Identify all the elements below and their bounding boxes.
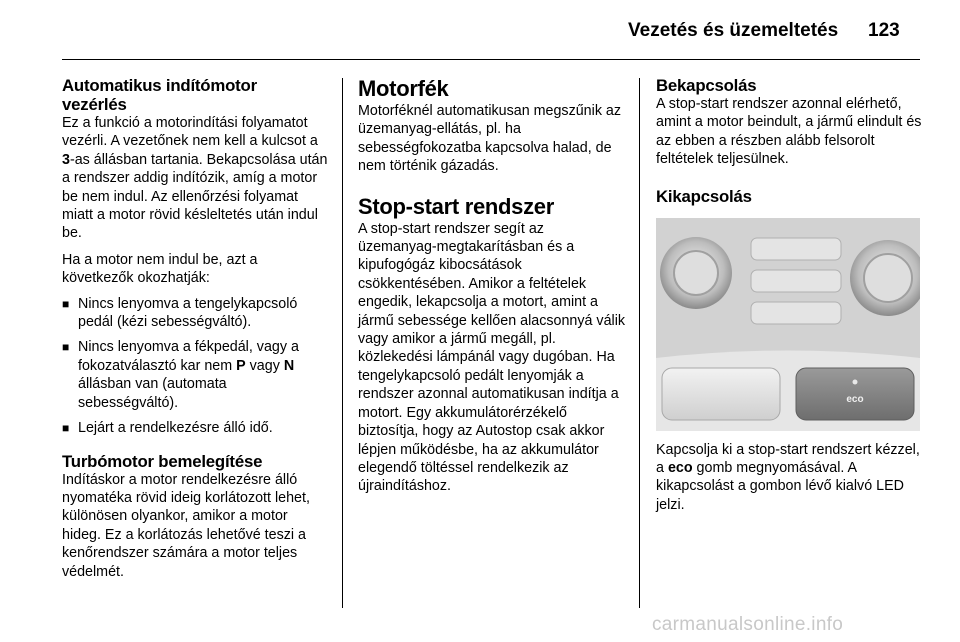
column-divider-1	[342, 78, 343, 608]
engine-brake-paragraph: Motorféknél automatikusan megszűnik az üzemanyag-ellátás, pl. ha sebességfokozatba kapcsolva halad, de nem történik gázadás.	[358, 103, 622, 175]
column-middle	[358, 76, 626, 496]
column-divider-2	[639, 78, 640, 608]
header-title: Vezetés és üzemeltetés	[628, 20, 839, 41]
column-left	[62, 76, 330, 581]
turbo-paragraph: Indításkor a motor rendelkezésre álló nyomatéka rövid ideig korlátozott lehet, különösen olyankor, amikor a motor hideg. Ez a korlátozás lehetővé teszi a kenőrendszer számára a motor teljes védelmét.	[62, 471, 310, 580]
bullet2-text-c: állásban van (automata sebességváltó).	[78, 376, 227, 411]
reasons-intro: Ha a motor nem indul be, azt a következők okozhatják:	[62, 251, 258, 287]
list-item: ■ Nincs lenyomva a tengelykapcsoló pedál (kézi sebességváltó).	[62, 295, 330, 332]
heading-stop-start: Stop-start rendszer	[358, 193, 555, 219]
auto-p1-end-text: -as állásban tartania. Bekapcsolása után a rendszer addig indítózik, amíg a motor be nem indul. Az ellenőrzési folyamat miatt a motor rövid késleltetés után indul be.	[62, 151, 328, 242]
heading-auto-starter-line2: vezérlés	[62, 95, 127, 114]
gear-n: N	[283, 357, 295, 374]
gear-p: P	[236, 357, 246, 374]
column-right	[656, 76, 924, 514]
heading-deactivation: Kikapcsolás	[656, 186, 752, 206]
watermark: carmanualsonline.info	[652, 614, 844, 635]
eco-inline-label: eco	[667, 460, 693, 477]
activation-paragraph: A stop-start rendszer azonnal elérhető, amint a motor beindult, a jármű elindult és az ebben a részben alább felsorolt feltételek teljesülnek.	[656, 96, 922, 168]
deactivation-text-a: Kapcsolja ki a stop-start rendszert kézzel, a	[656, 441, 920, 477]
reasons-list	[62, 295, 330, 438]
auto-p1-text: Ez a funkció a motorindítási folyamatot vezérli. A vezetőnek nem kell a kulcsot a	[62, 115, 318, 150]
bullet2-text-b: vagy	[245, 357, 284, 374]
list-item: ■ Lejárt a rendelkezésre álló idő.	[62, 419, 330, 437]
header-rule	[62, 59, 920, 60]
left-panel-button	[662, 368, 780, 420]
heading-turbo: Turbómotor bemelegítése	[62, 451, 263, 471]
key-position-3: 3	[62, 151, 70, 168]
stop-start-paragraph: A stop-start rendszer segít az üzemanyag-megtakarításban és a kipufogógáz kibocsátások csökkentésében. Amikor a feltételek engedik, lekapcsolja a motort, amint a jármű sebessége kellően alacsonnyá válik vagy amikor a jármű megáll, pl. közlekedési lámpánál vagy dugóban. Ha tengelykapcsoló pedált lenyomják a rendszer azonnal automatikusan indítja a motort. Egy akkumulátorérzékelő biztosítja, hogy az Autostop csak akkor lépjen működésbe, ha az akkumulátor elegendő töltéssel rendelkezik az újraindításhoz.	[358, 220, 626, 495]
auto-starter-paragraph	[62, 114, 330, 243]
eco-button-label: eco	[846, 393, 864, 405]
heading-auto-starter-line1: Automatikus indítómotor	[62, 76, 257, 95]
heading-engine-brake: Motorfék	[358, 76, 449, 101]
eco-button-photo	[656, 218, 920, 431]
heading-auto-starter	[62, 76, 330, 114]
dashboard-illustration	[656, 218, 920, 431]
deactivation-text-b: gomb megnyomásával. A kikapcsolást a gombon lévő kialvó LED jelzi.	[656, 460, 904, 513]
list-item	[62, 338, 330, 412]
bullet2-text-a: Nincs lenyomva a fékpedál, vagy a fokozatválasztó kar nem	[78, 339, 299, 374]
page-number: 123	[868, 20, 900, 41]
eco-led-icon	[853, 379, 858, 384]
heading-activation: Bekapcsolás	[656, 76, 757, 95]
deactivation-paragraph	[656, 441, 924, 515]
